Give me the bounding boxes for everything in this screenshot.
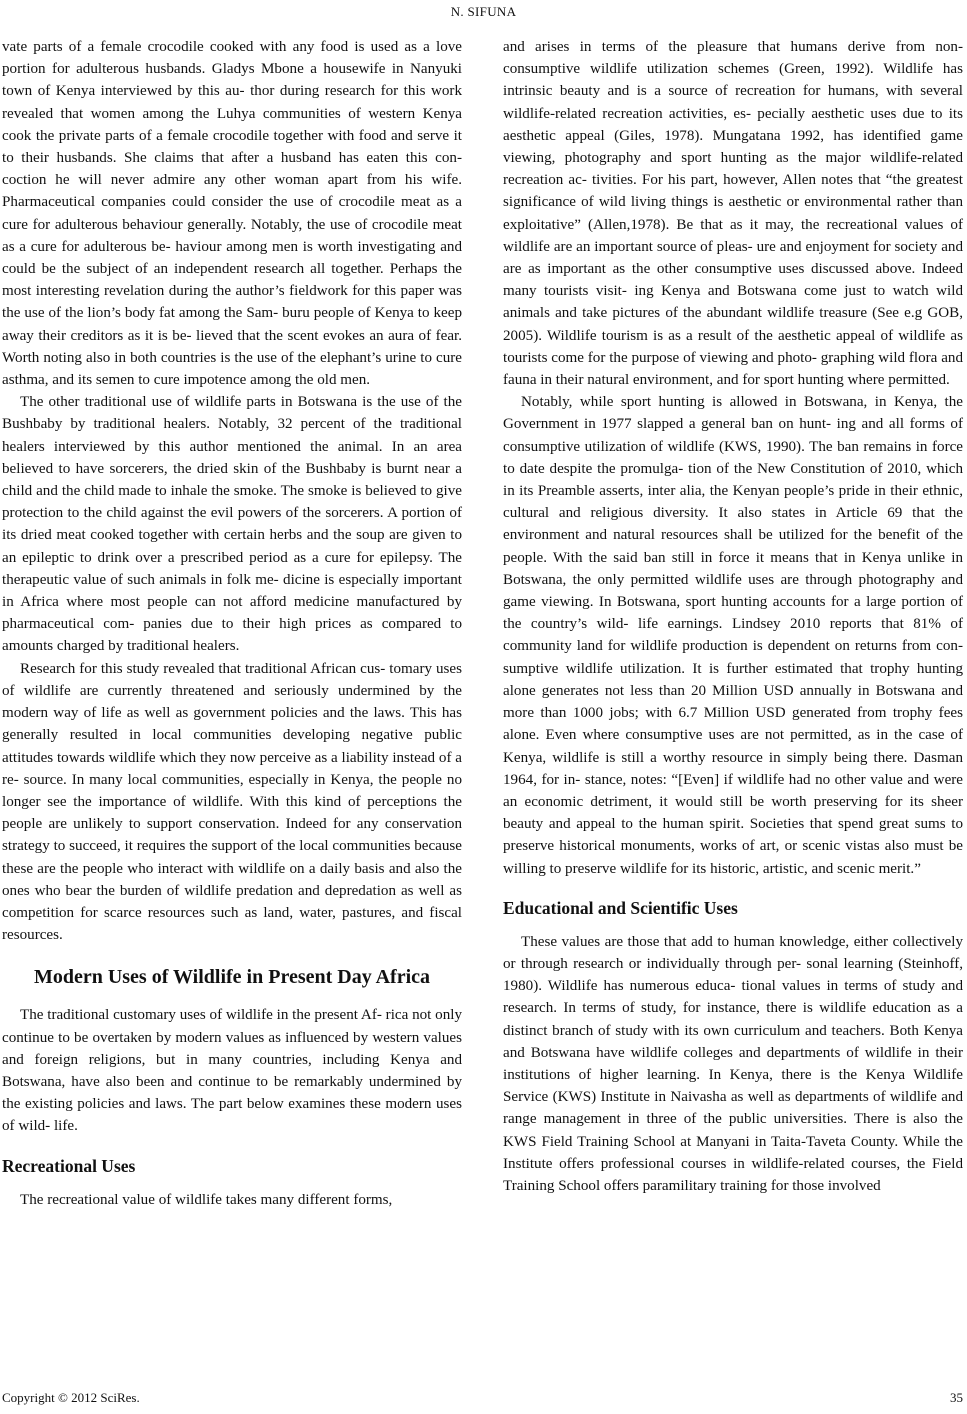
page-number: 35 bbox=[950, 1390, 963, 1405]
left-column bbox=[2, 36, 462, 1211]
body-paragraph: Notably, while sport hunting is allowed in Botswana, in Kenya, the Government in 1977 slapped a general ban on hunt- ing and all forms of consumptive utilization of wildlife (KWS, 1990). The ban remains in force to date despite the promulga- tion of the New Constitution of 2010, which in its Preamble asserts, inter alia, the Kenyan people’s pride in their ethnic, cultural and religious diversity. It also states in Article 69 that the environment and natural resources shall be utilized for the benefit of the people. With the said ban still in force it means that in Kenya unlike in Botswana, the only permitted wildlife uses are through photography and game viewing. In Botswana, sport hunting accounts for a large portion of the country’s wild- life earnings. Lindsey 2010 reports that 81% of community land for wildlife production is dependent on returns from con- sumptive wildlife utilization. It is further estimated that trophy hunting alone generates not less than 20 Million USD annually in Botswana and more than 1000 jobs; with 6.7 Million USD generated from trophy fees alone. Even where consumptive uses are not permitted, as in the case of Kenya, wildlife is still a worthy resource in simply being there. Dasman 1964, for in- stance, notes: “[Even] if wildlife had no other value and were an economic detriment, it would still be worth preserving for its sheer beauty and appeal to the human spirit. Societies that spend great sums to preserve historical monuments, works of art, or scenic vistas also must be willing to preserve wildlife for its historic, artistic, and scenic merit.” bbox=[503, 394, 963, 877]
body-paragraph: vate parts of a female crocodile cooked with any food is used as a love portion for adulterous husbands. Gladys Mbone a housewife in Nanyuki town of Kenya interviewed by this au- thor during research for this work revealed that women among the Luhya communities of western Kenya cook the private parts of a female crocodile together with food and serve it to their husbands. She claims that after a husband has eaten this con- coction he will never admire any other woman apart from his wife. Pharmaceutical companies could consider the use of crocodile meat as a cure for adulterous behaviour generally. Notably, the use of crocodile meat as a cure for adulterous be- haviour among men is worth investigating and could be the subject of an independent research all together. Perhaps the most interesting revelation during the author’s fieldwork for this paper was the use of the lion’s body fat among the Sam- buru people of Kenya to keep away their creditors as it is be- lieved that the scent evokes an aura of fear. Worth noting also in both countries is the use of the elephant’s urine to cure asthma, and its semen to cure impotence among the old men. bbox=[2, 39, 462, 389]
running-head: N. SIFUNA bbox=[450, 4, 517, 19]
copyright-notice: Copyright © 2012 SciRes. bbox=[2, 1390, 140, 1405]
body-paragraph: Research for this study revealed that traditional African cus- tomary uses of wildlife are currently threatened and seriously undermined by the modern way of life as well as government policies and the laws. This has generally resulted in local communities developing negative public attitudes towards wildlife which they now perceive as a liability instead of a re- source. In many local communities, especially in Kenya, the people no longer see the importance of wildlife. With this kind of perceptions the people are unlikely to support conservation. Indeed for any conservation strategy to succeed, it requires the support of the local communities because these are the people who interact with wildlife on a daily basis and also the ones who bear the burden of wildlife predation and depredation as well as competition for scarce resources such as land, water, pastures, and fiscal resources. bbox=[2, 660, 462, 944]
right-column bbox=[503, 36, 963, 1197]
subsection-heading: Educational and Scientific Uses bbox=[503, 897, 738, 918]
section-heading: Modern Uses of Wildlife in Present Day Africa bbox=[33, 966, 431, 989]
body-paragraph: The other traditional use of wildlife parts in Botswana is the use of the Bushbaby by traditional healers. Notably, 32 percent of the traditional healers interviewed by this author mentioned the animal. In an area believed to have sorcerers, the dried skin of the Bushbaby is burnt near a child and the child made to inhale the smoke. The smoke is believed to give protection to the child against the evil powers of the sorcerers. A portion of its dried meat cooked together with certain herbs and the soup are given to an epileptic to drink over a prescribed period as a cure for epilepsy. The therapeutic value of such animals in folk me- dicine is especially important in Africa where most people can not afford medicine manufactured by pharmaceutical com- panies due to their high prices as compared to amounts charged by traditional healers. bbox=[2, 394, 462, 655]
body-paragraph: and arises in terms of the pleasure that humans derive from non-consumptive wildlife utilization schemes (Green, 1992). Wildlife has intrinsic beauty and is a source of recreation for humans, with several wildlife-related recreation activities, es- pecially aesthetic uses due to its aesthetic appeal (Giles, 1978). Mungatana 1992, has identified game viewing, photography and sport hunting as the major wildlife-related recreation ac- tivities. For his part, however, Allen notes that “the greatest significance of wild living things is aesthetic or environmental rather than exploitative” (Allen,1978). Be that as it may, the recreational values of wildlife are an important source of pleas- ure and enjoyment for society and are as important as the other consumptive uses discussed above. Indeed many tourists visit- ing Kenya and Botswana come just to watch wild animals and take pictures of the abundant wildlife treasure (See e.g GOB, 2005). Wildlife tourism is as a result of the aesthetic appeal of wildlife as tourists come for the purpose of viewing and photo- graphing wild flora and fauna in their natural environment, and for sport hunting where permitted. bbox=[503, 39, 963, 389]
subsection-heading: Recreational Uses bbox=[2, 1155, 136, 1176]
body-paragraph: These values are those that add to human knowledge, either collectively or through research or individually through per- sonal learning (Steinhoff, 1980). Wildlife has numerous educa- tional values in terms of study and research. In terms of study, for instance, there is wildlife education as a distinct branch of study with its own curriculum and teachers. Both Kenya and Botswana have wildlife colleges and departments of wildlife in their institutions of higher learning. In Kenya, there is the Kenya Wildlife Service (KWS) Institute in Naivasha as well as departments of wildlife and range management in three of the public universities. There is also the KWS Field Training School at Manyani in Taita-Taveta County. While the Institute offers professional courses in wildlife-related courses, the Field Training School offers paramilitary training for those involved bbox=[503, 933, 963, 1194]
body-paragraph: The recreational value of wildlife takes many different forms, bbox=[20, 1191, 393, 1208]
body-paragraph: The traditional customary uses of wildlife in the present Af- rica not only continue to be overtaken by modern values as influenced by western values and foreign religions, but in many countries, including Kenya and Botswana, have also been and continue to be remarkably undermined by the existing policies and laws. The part below examines these modern uses of wild- life. bbox=[2, 1007, 462, 1135]
